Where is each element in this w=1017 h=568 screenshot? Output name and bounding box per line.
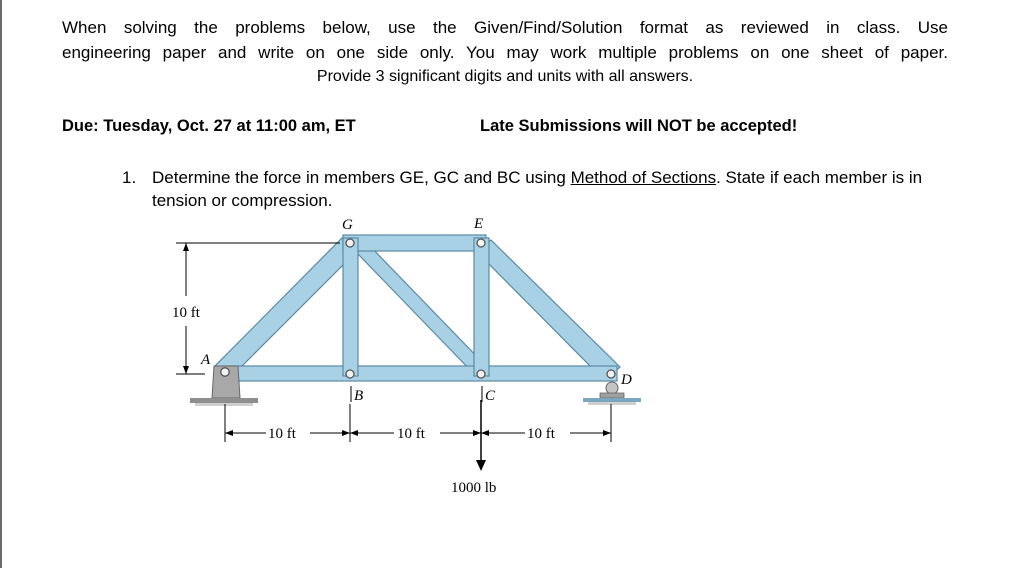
- due-date: Due: Tuesday, Oct. 27 at 11:00 am, ET: [62, 117, 356, 135]
- member-ag: [215, 238, 357, 378]
- member-ed: [476, 240, 620, 381]
- joint-label-a: A: [201, 352, 211, 368]
- pin-b: [346, 370, 354, 378]
- truss-members: [215, 235, 620, 381]
- member-ge: [343, 235, 486, 251]
- height-label: 10 ft: [172, 305, 200, 321]
- support-d-ground: [583, 398, 641, 402]
- span-2-label: 10 ft: [397, 426, 425, 442]
- support-d-hatch: [588, 402, 636, 405]
- joint-label-c: C: [485, 388, 496, 404]
- joint-label-e: E: [474, 216, 484, 232]
- joint-label-g: G: [342, 217, 353, 233]
- problem-text-after: . State if each member is in tension or compression.: [152, 168, 923, 210]
- roller-d-plate: [600, 393, 624, 398]
- support-a-ground: [190, 398, 258, 403]
- pin-a: [221, 368, 229, 376]
- span-1-label: 10 ft: [268, 426, 296, 442]
- roller-support-d: [583, 382, 641, 405]
- pin-d: [607, 370, 615, 378]
- member-gb: [343, 238, 358, 376]
- member-gc: [357, 243, 486, 376]
- load-arrow: [476, 400, 486, 471]
- roller-d: [606, 382, 618, 394]
- support-a-hatch: [195, 403, 253, 406]
- late-policy: Late Submissions will NOT be accepted!: [480, 117, 798, 135]
- joint-label-d: D: [621, 372, 632, 388]
- member-ec: [474, 238, 489, 376]
- problem-number: 1.: [122, 168, 137, 187]
- method-of-sections-link[interactable]: Method of Sections: [570, 168, 717, 187]
- problem-text-before: Determine the force in members GE, GC and BC using: [152, 168, 571, 187]
- instructions-line-3: Provide 3 significant digits and units with all answers.: [316, 68, 694, 85]
- load-arrowhead: [476, 460, 486, 471]
- span-3-label: 10 ft: [527, 426, 555, 442]
- load-label: 1000 lb: [451, 480, 497, 496]
- pin-e: [477, 239, 485, 247]
- instructions-line-1: When solving the problems below, use the Given/Find/Solution format as reviewed in class. Use: [62, 18, 948, 37]
- joint-label-b: B: [354, 388, 364, 404]
- pin-c: [477, 370, 485, 378]
- pin-g: [346, 239, 354, 247]
- instructions-line-2: engineering paper and write on one side only. You may work multiple problems on one sheet of paper.: [62, 42, 948, 62]
- member-bottom-chord: [223, 366, 617, 381]
